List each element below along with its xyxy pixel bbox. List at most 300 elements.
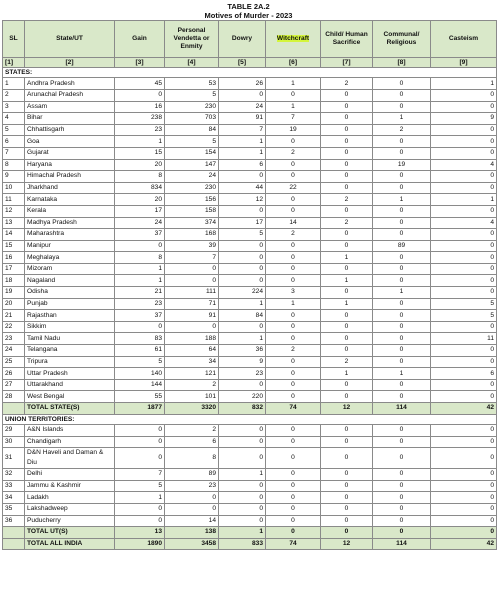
cell-vendetta: 0: [165, 263, 219, 275]
cell-child-sacrifice: 0: [321, 503, 373, 515]
cell-child-sacrifice: 0: [321, 229, 373, 241]
cell-casteism: 0: [431, 321, 497, 333]
cell-sl: 3: [3, 101, 25, 113]
table-row: [3, 240, 497, 252]
cell-casteism: 0: [431, 136, 497, 148]
cell-casteism: 4: [431, 217, 497, 229]
cell-witchcraft: 0: [266, 275, 321, 287]
cell-sl: [3, 538, 25, 550]
cell-child-sacrifice: 0: [321, 333, 373, 345]
cell-gain: 37: [115, 229, 165, 241]
header-row: [3, 21, 497, 58]
cell-witchcraft: 2: [266, 345, 321, 357]
cell-communal: 0: [373, 182, 431, 194]
cell-communal: 114: [373, 538, 431, 550]
table-row: [3, 391, 497, 403]
cell-child-sacrifice: 0: [321, 345, 373, 357]
cell-gain: 20: [115, 159, 165, 171]
cell-casteism: 0: [431, 345, 497, 357]
cell-dowry: 7: [219, 124, 266, 136]
colnum-1: [1]: [3, 58, 25, 68]
cell-casteism: 5: [431, 310, 497, 322]
header-witchcraft: [266, 21, 321, 58]
cell-dowry: 0: [219, 240, 266, 252]
cell-vendetta: 24: [165, 171, 219, 183]
cell-witchcraft: 0: [266, 194, 321, 206]
cell-state: TOTAL STATE(S): [25, 403, 115, 415]
total-uts-row: [3, 527, 497, 539]
cell-dowry: 0: [219, 503, 266, 515]
ut-section-label: UNION TERRITORIES:: [3, 414, 497, 424]
cell-child-sacrifice: 0: [321, 287, 373, 299]
cell-dowry: 1: [219, 147, 266, 159]
cell-communal: 0: [373, 436, 431, 448]
cell-casteism: 0: [431, 240, 497, 252]
cell-witchcraft: 0: [266, 503, 321, 515]
cell-witchcraft: 0: [266, 240, 321, 252]
cell-dowry: 0: [219, 448, 266, 469]
cell-communal: 0: [373, 425, 431, 437]
cell-state: Karnataka: [25, 194, 115, 206]
cell-vendetta: 5: [165, 136, 219, 148]
cell-child-sacrifice: 2: [321, 78, 373, 90]
cell-dowry: 833: [219, 538, 266, 550]
cell-state: Chandigarh: [25, 436, 115, 448]
cell-witchcraft: 0: [266, 448, 321, 469]
colnum-7: [7]: [321, 58, 373, 68]
cell-sl: 32: [3, 469, 25, 481]
header-child-sacrifice: Child/ Human Sacrifice: [321, 21, 373, 58]
cell-vendetta: 158: [165, 205, 219, 217]
cell-sl: 25: [3, 356, 25, 368]
table-row: [3, 298, 497, 310]
cell-gain: 144: [115, 379, 165, 391]
cell-casteism: 0: [431, 287, 497, 299]
table-row: [3, 159, 497, 171]
table-row: [3, 345, 497, 357]
cell-state: Uttarakhand: [25, 379, 115, 391]
cell-vendetta: 147: [165, 159, 219, 171]
cell-vendetta: 111: [165, 287, 219, 299]
table-row: [3, 263, 497, 275]
cell-dowry: 0: [219, 515, 266, 527]
cell-witchcraft: 0: [266, 136, 321, 148]
table-row: [3, 333, 497, 345]
cell-communal: 89: [373, 240, 431, 252]
cell-child-sacrifice: 0: [321, 89, 373, 101]
cell-state: Madhya Pradesh: [25, 217, 115, 229]
cell-witchcraft: 0: [266, 379, 321, 391]
cell-sl: 27: [3, 379, 25, 391]
cell-sl: 33: [3, 480, 25, 492]
cell-communal: 1: [373, 368, 431, 380]
cell-state: Assam: [25, 101, 115, 113]
cell-gain: 15: [115, 147, 165, 159]
cell-dowry: 0: [219, 492, 266, 504]
cell-child-sacrifice: 0: [321, 321, 373, 333]
header-casteism: Casteism: [431, 21, 497, 58]
cell-witchcraft: 7: [266, 113, 321, 125]
cell-sl: [3, 403, 25, 415]
cell-communal: 0: [373, 101, 431, 113]
cell-vendetta: 0: [165, 503, 219, 515]
cell-sl: 8: [3, 159, 25, 171]
cell-dowry: 0: [219, 379, 266, 391]
cell-state: Haryana: [25, 159, 115, 171]
cell-vendetta: 0: [165, 275, 219, 287]
cell-witchcraft: 14: [266, 217, 321, 229]
cell-casteism: 9: [431, 113, 497, 125]
cell-witchcraft: 1: [266, 78, 321, 90]
cell-sl: 21: [3, 310, 25, 322]
cell-casteism: 6: [431, 368, 497, 380]
cell-vendetta: 34: [165, 356, 219, 368]
cell-sl: 34: [3, 492, 25, 504]
cell-sl: 5: [3, 124, 25, 136]
cell-gain: 140: [115, 368, 165, 380]
cell-sl: 29: [3, 425, 25, 437]
cell-child-sacrifice: 0: [321, 448, 373, 469]
cell-vendetta: 0: [165, 321, 219, 333]
cell-communal: 1: [373, 194, 431, 206]
cell-vendetta: 3458: [165, 538, 219, 550]
cell-casteism: 0: [431, 171, 497, 183]
cell-vendetta: 14: [165, 515, 219, 527]
cell-gain: 21: [115, 287, 165, 299]
cell-sl: 12: [3, 205, 25, 217]
cell-gain: 1: [115, 136, 165, 148]
cell-state: Arunachal Pradesh: [25, 89, 115, 101]
cell-communal: 0: [373, 147, 431, 159]
cell-state: Lakshadweep: [25, 503, 115, 515]
cell-sl: 35: [3, 503, 25, 515]
table-row: [3, 321, 497, 333]
cell-child-sacrifice: 0: [321, 159, 373, 171]
table-row: [3, 379, 497, 391]
cell-vendetta: 154: [165, 147, 219, 159]
cell-dowry: 44: [219, 182, 266, 194]
cell-child-sacrifice: 12: [321, 538, 373, 550]
table-row: [3, 182, 497, 194]
cell-witchcraft: 0: [266, 492, 321, 504]
cell-state: Ladakh: [25, 492, 115, 504]
cell-state: A&N Islands: [25, 425, 115, 437]
cell-dowry: 6: [219, 159, 266, 171]
cell-witchcraft: 0: [266, 391, 321, 403]
cell-state: Mizoram: [25, 263, 115, 275]
cell-communal: 0: [373, 298, 431, 310]
cell-state: Gujarat: [25, 147, 115, 159]
ut-section-row: [3, 414, 497, 424]
cell-gain: 55: [115, 391, 165, 403]
cell-casteism: 42: [431, 538, 497, 550]
cell-state: Himachal Pradesh: [25, 171, 115, 183]
cell-vendetta: 2: [165, 425, 219, 437]
cell-sl: 18: [3, 275, 25, 287]
cell-casteism: 0: [431, 425, 497, 437]
cell-casteism: 42: [431, 403, 497, 415]
cell-state: Jharkhand: [25, 182, 115, 194]
cell-child-sacrifice: 0: [321, 171, 373, 183]
cell-vendetta: 156: [165, 194, 219, 206]
cell-dowry: 36: [219, 345, 266, 357]
cell-communal: 0: [373, 217, 431, 229]
cell-witchcraft: 74: [266, 538, 321, 550]
cell-state: Delhi: [25, 469, 115, 481]
cell-child-sacrifice: 0: [321, 469, 373, 481]
table-row: [3, 124, 497, 136]
cell-casteism: 0: [431, 469, 497, 481]
cell-dowry: 1: [219, 527, 266, 539]
witchcraft-highlight: Witchcraft: [276, 35, 310, 42]
cell-vendetta: 3320: [165, 403, 219, 415]
cell-gain: 24: [115, 217, 165, 229]
cell-dowry: 0: [219, 436, 266, 448]
cell-casteism: 0: [431, 448, 497, 469]
cell-child-sacrifice: 0: [321, 101, 373, 113]
cell-state: Telangana: [25, 345, 115, 357]
cell-child-sacrifice: 0: [321, 527, 373, 539]
cell-gain: 0: [115, 448, 165, 469]
cell-state: Bihar: [25, 113, 115, 125]
cell-gain: 8: [115, 252, 165, 264]
cell-witchcraft: 0: [266, 159, 321, 171]
cell-child-sacrifice: 0: [321, 379, 373, 391]
table-row: [3, 275, 497, 287]
cell-sl: 4: [3, 113, 25, 125]
cell-witchcraft: 0: [266, 469, 321, 481]
cell-state: Nagaland: [25, 275, 115, 287]
cell-casteism: 0: [431, 503, 497, 515]
cell-casteism: 0: [431, 229, 497, 241]
cell-witchcraft: 0: [266, 263, 321, 275]
table-row: [3, 78, 497, 90]
states-section-label: STATES:: [3, 68, 497, 78]
cell-communal: 0: [373, 310, 431, 322]
cell-child-sacrifice: 0: [321, 425, 373, 437]
cell-witchcraft: 0: [266, 527, 321, 539]
cell-vendetta: 64: [165, 345, 219, 357]
cell-casteism: 0: [431, 480, 497, 492]
cell-witchcraft: 0: [266, 480, 321, 492]
cell-witchcraft: 3: [266, 287, 321, 299]
cell-sl: 13: [3, 217, 25, 229]
cell-state: Uttar Pradesh: [25, 368, 115, 380]
cell-communal: 0: [373, 275, 431, 287]
cell-gain: 13: [115, 527, 165, 539]
cell-gain: 0: [115, 503, 165, 515]
cell-casteism: 0: [431, 527, 497, 539]
cell-vendetta: 703: [165, 113, 219, 125]
cell-communal: 0: [373, 480, 431, 492]
cell-casteism: 0: [431, 263, 497, 275]
cell-communal: 0: [373, 527, 431, 539]
total-all-india-row: [3, 538, 497, 550]
cell-dowry: 91: [219, 113, 266, 125]
cell-vendetta: 39: [165, 240, 219, 252]
cell-child-sacrifice: 2: [321, 217, 373, 229]
cell-gain: 17: [115, 205, 165, 217]
table-row: [3, 252, 497, 264]
table-row: [3, 480, 497, 492]
cell-state: Kerala: [25, 205, 115, 217]
cell-child-sacrifice: 0: [321, 240, 373, 252]
cell-sl: 1: [3, 78, 25, 90]
cell-casteism: 1: [431, 194, 497, 206]
cell-casteism: 0: [431, 205, 497, 217]
cell-child-sacrifice: 0: [321, 182, 373, 194]
cell-communal: 0: [373, 356, 431, 368]
cell-communal: 0: [373, 515, 431, 527]
cell-witchcraft: 0: [266, 321, 321, 333]
total-states-row: [3, 403, 497, 415]
motives-of-murder-table: [2, 20, 497, 550]
cell-dowry: 84: [219, 310, 266, 322]
cell-sl: 16: [3, 252, 25, 264]
cell-gain: 0: [115, 436, 165, 448]
cell-gain: 0: [115, 240, 165, 252]
cell-state: Meghalaya: [25, 252, 115, 264]
cell-sl: 36: [3, 515, 25, 527]
cell-communal: 2: [373, 124, 431, 136]
cell-communal: 114: [373, 403, 431, 415]
cell-child-sacrifice: 0: [321, 492, 373, 504]
cell-child-sacrifice: 1: [321, 368, 373, 380]
colnum-9: [9]: [431, 58, 497, 68]
cell-sl: 24: [3, 345, 25, 357]
cell-sl: 31: [3, 448, 25, 469]
cell-dowry: 17: [219, 217, 266, 229]
cell-communal: 0: [373, 252, 431, 264]
cell-sl: 6: [3, 136, 25, 148]
cell-child-sacrifice: 0: [321, 147, 373, 159]
cell-vendetta: 71: [165, 298, 219, 310]
cell-vendetta: 8: [165, 448, 219, 469]
cell-witchcraft: 22: [266, 182, 321, 194]
cell-sl: 7: [3, 147, 25, 159]
cell-state: TOTAL UT(S): [25, 527, 115, 539]
cell-state: Odisha: [25, 287, 115, 299]
cell-communal: 0: [373, 469, 431, 481]
cell-sl: [3, 527, 25, 539]
cell-witchcraft: 2: [266, 147, 321, 159]
cell-witchcraft: 2: [266, 229, 321, 241]
cell-gain: 5: [115, 356, 165, 368]
cell-sl: 11: [3, 194, 25, 206]
cell-sl: 14: [3, 229, 25, 241]
cell-dowry: 0: [219, 275, 266, 287]
column-number-row: [3, 58, 497, 68]
cell-gain: 0: [115, 321, 165, 333]
cell-child-sacrifice: 0: [321, 310, 373, 322]
cell-state: Manipur: [25, 240, 115, 252]
cell-casteism: 0: [431, 101, 497, 113]
cell-gain: 16: [115, 101, 165, 113]
cell-gain: 23: [115, 298, 165, 310]
cell-communal: 0: [373, 136, 431, 148]
header-vendetta: Personal Vendetta or Enmity: [165, 21, 219, 58]
cell-vendetta: 121: [165, 368, 219, 380]
cell-dowry: 24: [219, 101, 266, 113]
cell-casteism: 4: [431, 159, 497, 171]
colnum-6: [6]: [266, 58, 321, 68]
cell-state: Punjab: [25, 298, 115, 310]
table-row: [3, 425, 497, 437]
cell-vendetta: 138: [165, 527, 219, 539]
cell-dowry: 23: [219, 368, 266, 380]
cell-witchcraft: 0: [266, 425, 321, 437]
cell-witchcraft: 0: [266, 252, 321, 264]
cell-sl: 15: [3, 240, 25, 252]
cell-gain: 1890: [115, 538, 165, 550]
cell-dowry: 0: [219, 425, 266, 437]
cell-casteism: 0: [431, 89, 497, 101]
cell-casteism: 0: [431, 356, 497, 368]
cell-casteism: 0: [431, 436, 497, 448]
cell-vendetta: 230: [165, 182, 219, 194]
cell-casteism: 0: [431, 492, 497, 504]
cell-child-sacrifice: 12: [321, 403, 373, 415]
cell-communal: 1: [373, 113, 431, 125]
cell-dowry: 224: [219, 287, 266, 299]
cell-gain: 8: [115, 171, 165, 183]
cell-witchcraft: 0: [266, 436, 321, 448]
cell-witchcraft: 0: [266, 205, 321, 217]
cell-communal: 0: [373, 205, 431, 217]
cell-witchcraft: 0: [266, 368, 321, 380]
cell-witchcraft: 1: [266, 101, 321, 113]
cell-state: Andhra Pradesh: [25, 78, 115, 90]
table-row: [3, 171, 497, 183]
cell-communal: 0: [373, 333, 431, 345]
cell-witchcraft: 1: [266, 298, 321, 310]
table-row: [3, 448, 497, 469]
table-row: [3, 287, 497, 299]
cell-communal: 0: [373, 391, 431, 403]
table-row: [3, 89, 497, 101]
table-row: [3, 356, 497, 368]
cell-dowry: 12: [219, 194, 266, 206]
cell-gain: 7: [115, 469, 165, 481]
cell-communal: 1: [373, 287, 431, 299]
cell-child-sacrifice: 0: [321, 480, 373, 492]
cell-gain: 1: [115, 492, 165, 504]
cell-casteism: 1: [431, 78, 497, 90]
cell-state: Puducherry: [25, 515, 115, 527]
cell-gain: 1: [115, 275, 165, 287]
cell-sl: 10: [3, 182, 25, 194]
table-row: [3, 436, 497, 448]
colnum-5: [5]: [219, 58, 266, 68]
table-subtitle: Motives of Murder - 2023: [204, 11, 293, 20]
cell-casteism: 0: [431, 379, 497, 391]
cell-dowry: 26: [219, 78, 266, 90]
cell-gain: 61: [115, 345, 165, 357]
colnum-2: [2]: [25, 58, 115, 68]
cell-gain: 45: [115, 78, 165, 90]
cell-communal: 0: [373, 263, 431, 275]
cell-gain: 834: [115, 182, 165, 194]
cell-vendetta: 6: [165, 436, 219, 448]
cell-witchcraft: 74: [266, 403, 321, 415]
cell-communal: 0: [373, 503, 431, 515]
cell-communal: 0: [373, 379, 431, 391]
cell-casteism: 0: [431, 147, 497, 159]
cell-casteism: 0: [431, 182, 497, 194]
cell-witchcraft: 0: [266, 171, 321, 183]
header-communal: Communal/ Religious: [373, 21, 431, 58]
cell-sl: 17: [3, 263, 25, 275]
